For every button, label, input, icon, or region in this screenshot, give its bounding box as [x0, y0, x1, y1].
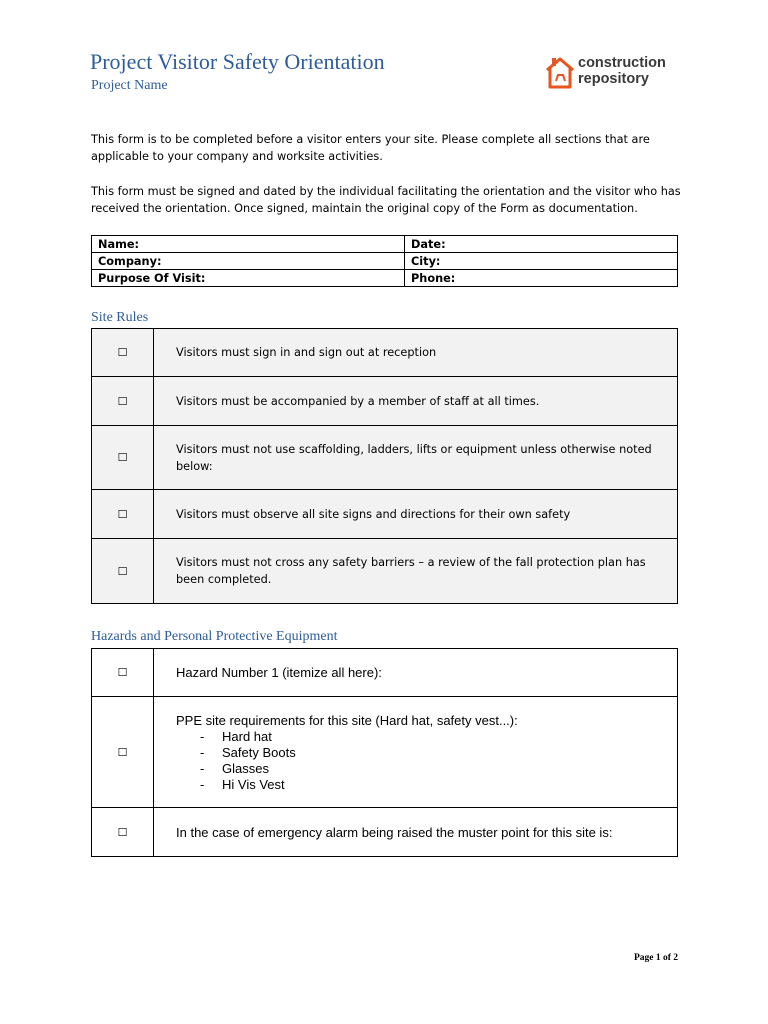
table-row	[92, 253, 678, 270]
document-title: Project Visitor Safety Orientation	[90, 49, 385, 74]
list-item: - Safety Boots	[200, 745, 657, 761]
rule-3-checkbox[interactable]: ☐	[92, 426, 154, 490]
rule-4-text: Visitors must observe all site signs and directions for their own safety	[154, 490, 678, 539]
table-row	[92, 490, 678, 539]
name-field[interactable]: Name:	[92, 236, 405, 253]
ppe-checkbox[interactable]: ☐	[92, 697, 154, 808]
rule-1-checkbox[interactable]: ☐	[92, 329, 154, 377]
visitor-info-table	[91, 235, 678, 287]
purpose-field[interactable]: Purpose Of Visit:	[92, 270, 405, 287]
muster-text: In the case of emergency alarm being raised the muster point for this site is:	[154, 808, 678, 857]
ppe-intro-text: PPE site requirements for this site (Hard hat, safety vest...):	[176, 712, 518, 728]
hazard-text: Hazard Number 1 (itemize all here):	[154, 649, 678, 697]
hazards-heading: Hazards and Personal Protective Equipment	[91, 629, 338, 644]
list-item: - Hard hat	[200, 729, 657, 745]
intro-paragraph-2: This form must be signed and dated by the individual facilitating the orientation and the visitor who has received the orientation. Once signed, maintain the original copy of the Form as documentation.	[91, 185, 681, 215]
ppe-cell	[154, 697, 678, 808]
logo-text-line1: construction	[578, 55, 666, 71]
site-rules-table	[91, 328, 678, 604]
hazard-checkbox[interactable]: ☐	[92, 649, 154, 697]
list-item: - Glasses	[200, 761, 657, 777]
site-rules-heading: Site Rules	[91, 310, 149, 325]
table-row	[92, 539, 678, 604]
rule-5-text: Visitors must not cross any safety barriers – a review of the fall protection plan has been completed.	[154, 539, 678, 604]
table-row	[92, 649, 678, 697]
phone-field[interactable]: Phone:	[405, 270, 678, 287]
rule-1-text: Visitors must sign in and sign out at reception	[154, 329, 678, 377]
company-field[interactable]: Company:	[92, 253, 405, 270]
muster-checkbox[interactable]: ☐	[92, 808, 154, 857]
table-row	[92, 270, 678, 287]
hazards-table	[91, 648, 678, 857]
rule-5-checkbox[interactable]: ☐	[92, 539, 154, 604]
brand-logo	[544, 55, 684, 95]
rule-2-checkbox[interactable]: ☐	[92, 377, 154, 426]
table-row	[92, 808, 678, 857]
rule-3-text: Visitors must not use scaffolding, ladders, lifts or equipment unless otherwise noted below:	[154, 426, 678, 490]
table-row	[92, 697, 678, 808]
project-name-label: Project Name	[91, 78, 168, 93]
logo-text-line2: repository	[578, 71, 649, 87]
house-icon	[544, 55, 576, 91]
page-number: Page 1 of 2	[633, 953, 678, 963]
rule-2-text: Visitors must be accompanied by a member of staff at all times.	[154, 377, 678, 426]
city-field[interactable]: City:	[405, 253, 678, 270]
ppe-list	[176, 729, 657, 793]
table-row	[92, 426, 678, 490]
table-row	[92, 236, 678, 253]
list-item: - Hi Vis Vest	[200, 777, 657, 793]
table-row	[92, 377, 678, 426]
rule-4-checkbox[interactable]: ☐	[92, 490, 154, 539]
table-row	[92, 329, 678, 377]
date-field[interactable]: Date:	[405, 236, 678, 253]
intro-paragraph-1: This form is to be completed before a visitor enters your site. Please complete all sections that are applicable to your company and worksite activities.	[91, 133, 650, 163]
